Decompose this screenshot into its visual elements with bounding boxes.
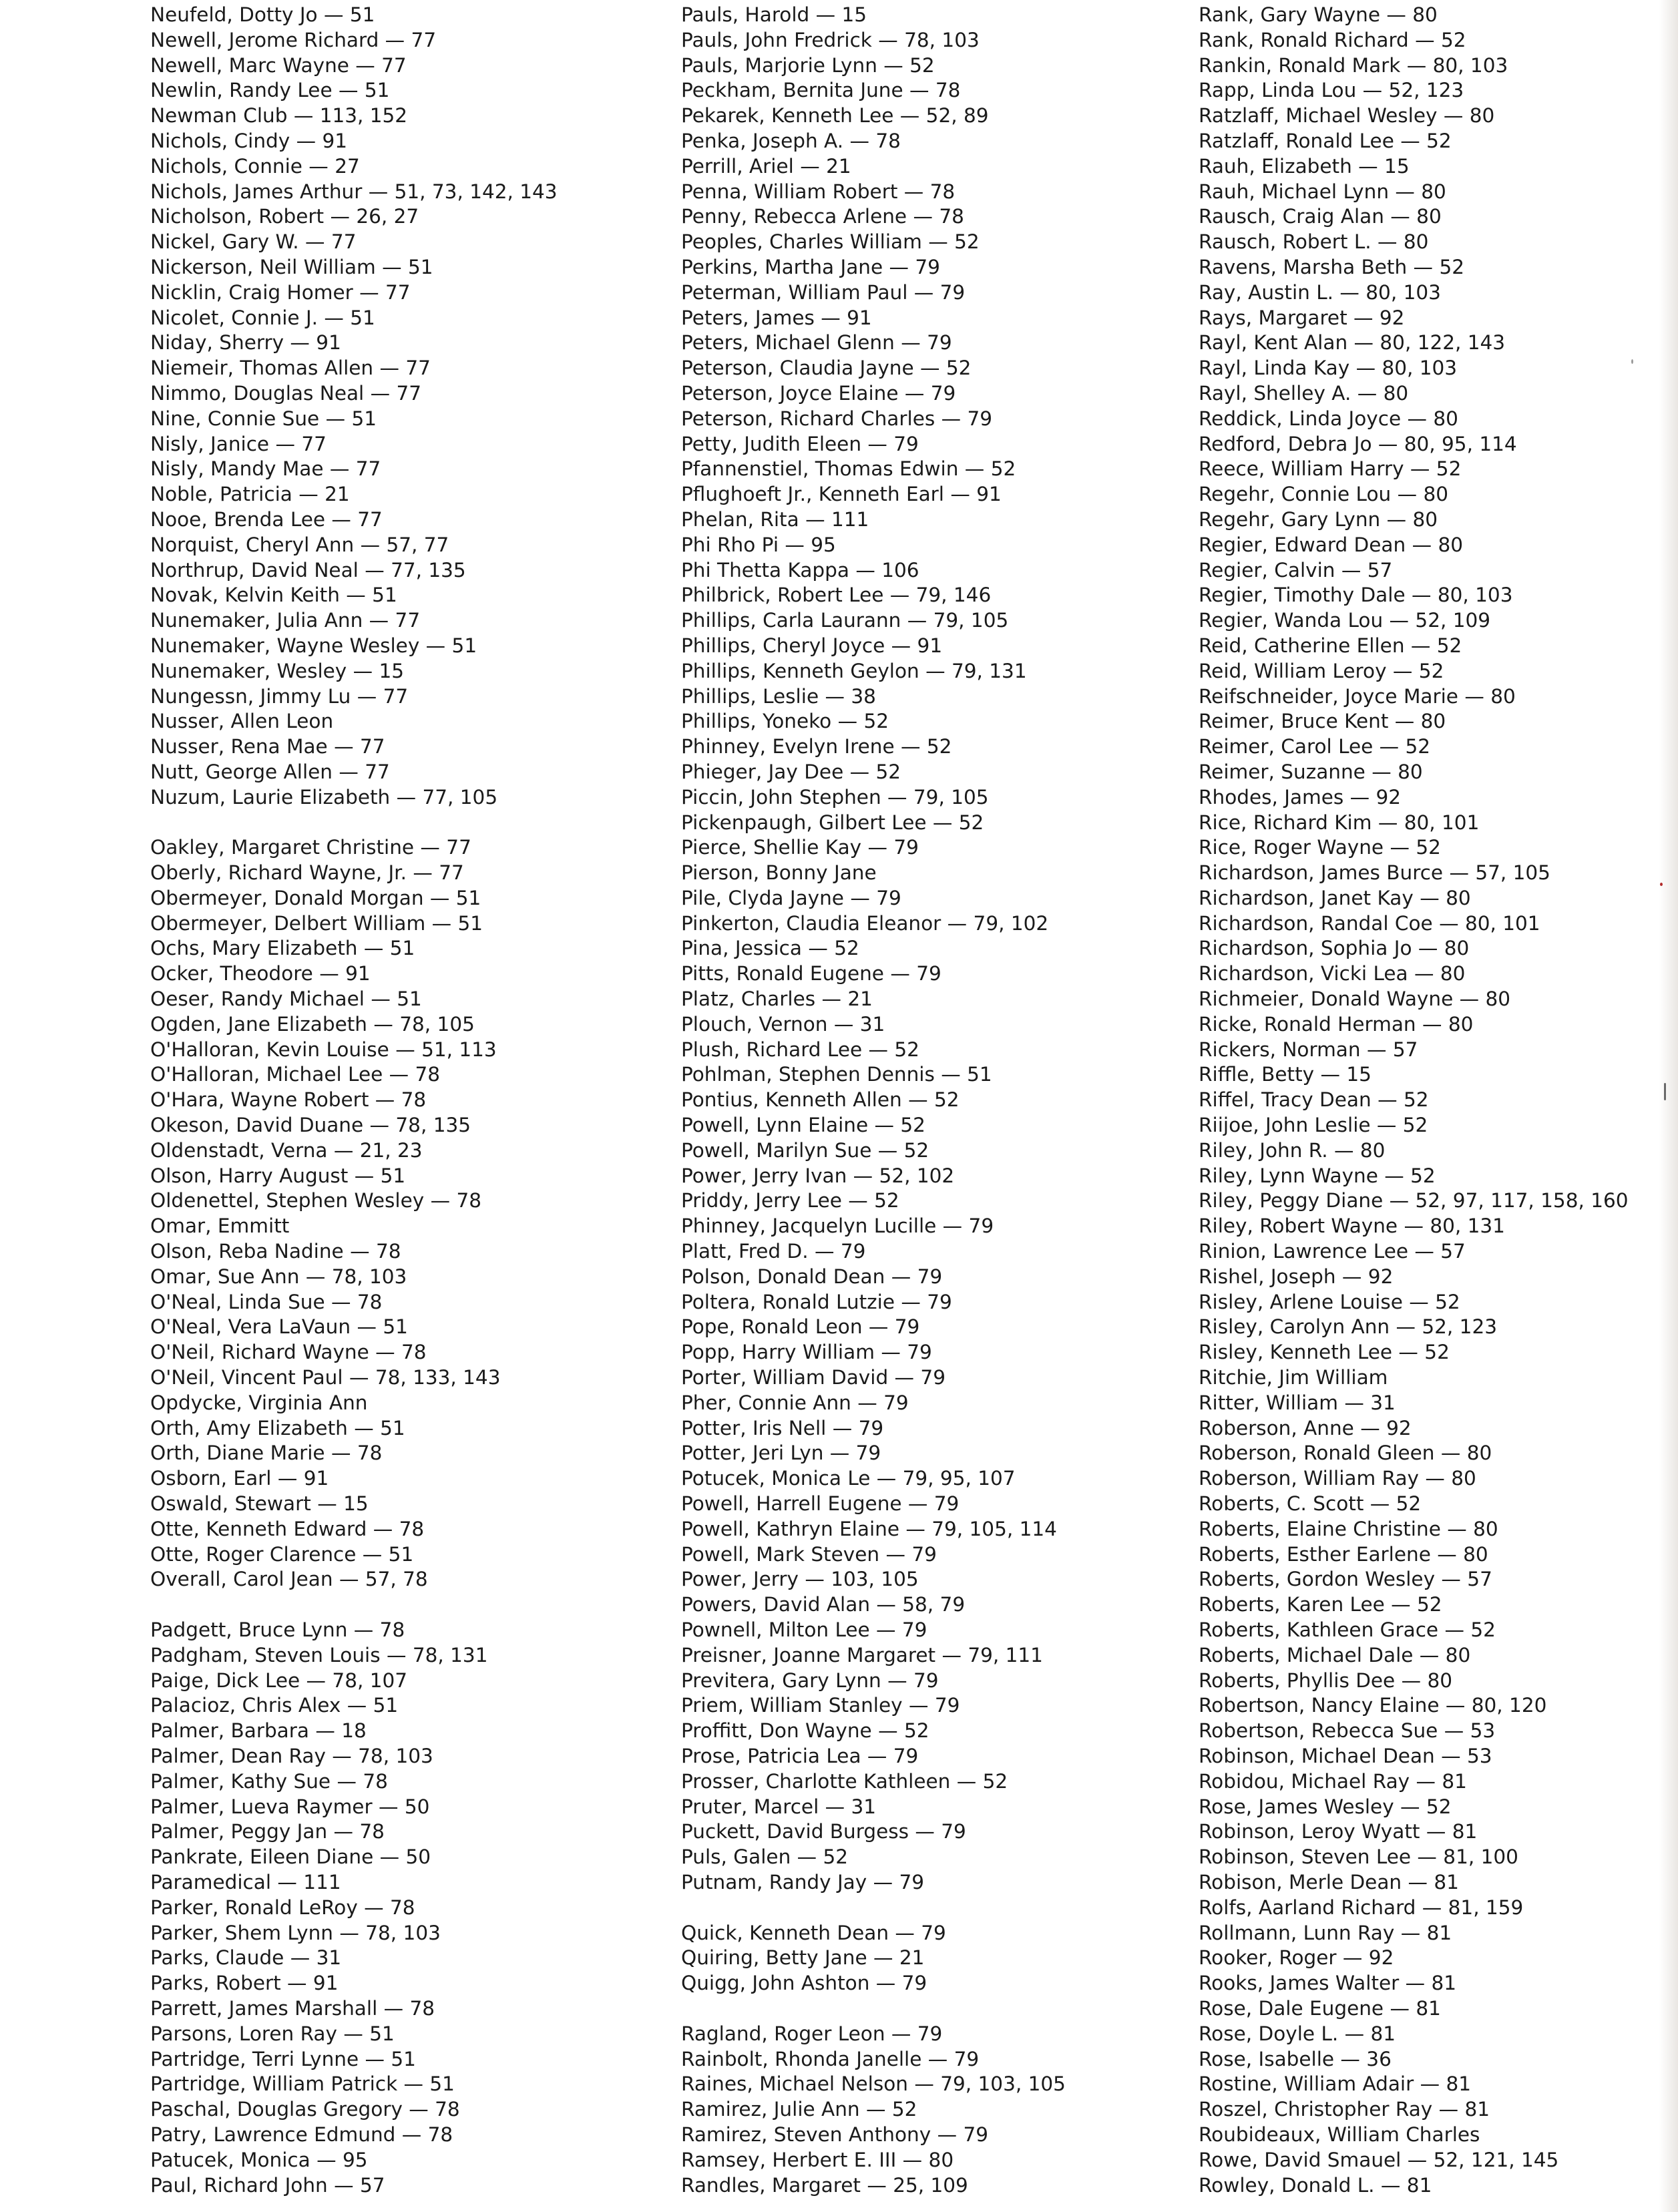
index-entry: Penny, Rebecca Arlene — 78 bbox=[681, 205, 964, 228]
index-entry: Ray, Austin L. — 80, 103 bbox=[1199, 280, 1441, 304]
index-entry: Regier, Calvin — 57 bbox=[1199, 558, 1393, 582]
index-entry: Reece, William Harry — 52 bbox=[1199, 457, 1462, 481]
index-entry: Quigg, John Ashton — 79 bbox=[681, 1972, 927, 1995]
index-entry: Richardson, Sophia Jo — 80 bbox=[1199, 937, 1470, 960]
index-entry: Penka, Joseph A. — 78 bbox=[681, 129, 901, 152]
index-entry: Plush, Richard Lee — 52 bbox=[681, 1038, 919, 1061]
index-entry: Potter, Iris Nell — 79 bbox=[681, 1416, 884, 1440]
index-entry: Palmer, Barbara — 18 bbox=[150, 1719, 367, 1743]
index-column-3 bbox=[1199, 3, 1659, 2198]
index-entry: Padgett, Bruce Lynn — 78 bbox=[150, 1618, 405, 1641]
index-entry: Reid, William Leroy — 52 bbox=[1199, 659, 1444, 682]
index-entry: Roberts, Gordon Wesley — 57 bbox=[1199, 1568, 1492, 1591]
index-entry: Newell, Marc Wayne — 77 bbox=[150, 53, 407, 77]
index-entry: Oeser, Randy Michael — 51 bbox=[150, 987, 422, 1011]
letter-group-gap bbox=[681, 1996, 1189, 2022]
index-entry: Pfannenstiel, Thomas Edwin — 52 bbox=[681, 457, 1016, 481]
index-entry: Robinson, Leroy Wyatt — 81 bbox=[1199, 1820, 1478, 1843]
index-entry: Pontius, Kenneth Allen — 52 bbox=[681, 1088, 960, 1112]
index-entry: Richmeier, Donald Wayne — 80 bbox=[1199, 987, 1511, 1011]
index-entry: Putnam, Randy Jay — 79 bbox=[681, 1870, 925, 1894]
index-entry: Raines, Michael Nelson — 79, 103, 105 bbox=[681, 2072, 1066, 2096]
index-entry: Nisly, Janice — 77 bbox=[150, 432, 327, 455]
index-entry: Roberts, C. Scott — 52 bbox=[1199, 1492, 1422, 1516]
index-entry: Potucek, Monica Le — 79, 95, 107 bbox=[681, 1467, 1016, 1490]
index-entry: Noble, Patricia — 21 bbox=[150, 483, 350, 506]
index-entry: Paschal, Douglas Gregory — 78 bbox=[150, 2098, 460, 2121]
index-entry: Nisly, Mandy Mae — 77 bbox=[150, 457, 381, 481]
index-entry: Pekarek, Kenneth Lee — 52, 89 bbox=[681, 104, 989, 128]
index-entry: Norquist, Cheryl Ann — 57, 77 bbox=[150, 533, 449, 556]
index-entry: Pohlman, Stephen Dennis — 51 bbox=[681, 1063, 992, 1086]
index-entry: Rooks, James Walter — 81 bbox=[1199, 1972, 1457, 1995]
index-entry: Roubideaux, William Charles bbox=[1199, 2123, 1480, 2146]
index-entry: Rank, Ronald Richard — 52 bbox=[1199, 28, 1466, 51]
index-entry: Newlin, Randy Lee — 51 bbox=[150, 79, 390, 102]
index-entry: Regehr, Connie Lou — 80 bbox=[1199, 483, 1448, 506]
index-entry: Parsons, Loren Ray — 51 bbox=[150, 2022, 395, 2045]
index-entry: Nichols, James Arthur — 51, 73, 142, 143 bbox=[150, 180, 558, 203]
index-entry: Olson, Reba Nadine — 78 bbox=[150, 1240, 401, 1263]
index-entry: Piccin, John Stephen — 79, 105 bbox=[681, 785, 989, 809]
index-entry: Rice, Roger Wayne — 52 bbox=[1199, 836, 1441, 859]
index-entry: Pina, Jessica — 52 bbox=[681, 937, 859, 960]
index-entry: Robidou, Michael Ray — 81 bbox=[1199, 1769, 1467, 1793]
index-entry: Roberts, Michael Dale — 80 bbox=[1199, 1643, 1471, 1667]
index-entry: Oswald, Stewart — 15 bbox=[150, 1492, 369, 1516]
index-entry: Ritter, William — 31 bbox=[1199, 1391, 1396, 1414]
index-entry: Power, Jerry — 103, 105 bbox=[681, 1568, 919, 1591]
index-entry: Rice, Richard Kim — 80, 101 bbox=[1199, 811, 1480, 834]
index-entry: Peters, James — 91 bbox=[681, 306, 872, 329]
index-entry: O'Neil, Vincent Paul — 78, 133, 143 bbox=[150, 1366, 501, 1389]
index-entry: Ramirez, Steven Anthony — 79 bbox=[681, 2123, 988, 2146]
index-entry: Omar, Emmitt bbox=[150, 1214, 290, 1238]
index-entry: Petty, Judith Eleen — 79 bbox=[681, 432, 919, 455]
index-entry: Nichols, Cindy — 91 bbox=[150, 129, 348, 152]
index-entry: Redford, Debra Jo — 80, 95, 114 bbox=[1199, 432, 1517, 455]
index-entry: Rickers, Norman — 57 bbox=[1199, 1038, 1418, 1061]
index-entry: Ramirez, Julie Ann — 52 bbox=[681, 2098, 917, 2121]
index-entry: Robinson, Steven Lee — 81, 100 bbox=[1199, 1845, 1518, 1869]
index-entry: Quick, Kenneth Dean — 79 bbox=[681, 1921, 946, 1944]
index-entry: Rollmann, Lunn Ray — 81 bbox=[1199, 1921, 1452, 1944]
index-entry: Quiring, Betty Jane — 21 bbox=[681, 1946, 925, 1970]
index-entry: Rishel, Joseph — 92 bbox=[1199, 1265, 1394, 1288]
index-entry: Phinney, Jacquelyn Lucille — 79 bbox=[681, 1214, 994, 1238]
index-entry: Rayl, Shelley A. — 80 bbox=[1199, 381, 1409, 405]
index-entry: Popp, Harry William — 79 bbox=[681, 1341, 932, 1364]
index-entry: Phi Thetta Kappa — 106 bbox=[681, 558, 919, 582]
index-entry: Ritchie, Jim William bbox=[1199, 1366, 1388, 1389]
index-entry: Power, Jerry Ivan — 52, 102 bbox=[681, 1164, 955, 1187]
index-entry: Oakley, Margaret Christine — 77 bbox=[150, 836, 471, 859]
index-entry: Risley, Arlene Louise — 52 bbox=[1199, 1290, 1460, 1313]
index-entry: Rainbolt, Rhonda Janelle — 79 bbox=[681, 2047, 980, 2070]
index-entry: Riley, Peggy Diane — 52, 97, 117, 158, 160 bbox=[1199, 1189, 1629, 1212]
index-entry: Oberly, Richard Wayne, Jr. — 77 bbox=[150, 861, 464, 885]
index-entry: Nuzum, Laurie Elizabeth — 77, 105 bbox=[150, 785, 498, 809]
index-entry: Rayl, Linda Kay — 80, 103 bbox=[1199, 357, 1458, 380]
index-entry: Newell, Jerome Richard — 77 bbox=[150, 28, 437, 51]
index-entry: Nicolet, Connie J. — 51 bbox=[150, 306, 375, 329]
index-entry: O'Halloran, Michael Lee — 78 bbox=[150, 1063, 441, 1086]
index-entry: O'Hara, Wayne Robert — 78 bbox=[150, 1088, 427, 1112]
index-entry: Ratzlaff, Ronald Lee — 52 bbox=[1199, 129, 1452, 152]
index-entry: Paramedical — 111 bbox=[150, 1870, 341, 1894]
index-entry: Padgham, Steven Louis — 78, 131 bbox=[150, 1643, 488, 1667]
index-entry: Richardson, James Burce — 57, 105 bbox=[1199, 861, 1550, 885]
index-entry: Pflughoeft Jr., Kenneth Earl — 91 bbox=[681, 483, 1002, 506]
index-entry: Poltera, Ronald Lutzie — 79 bbox=[681, 1290, 952, 1313]
index-entry: Ochs, Mary Elizabeth — 51 bbox=[150, 937, 415, 960]
index-entry: Pierson, Bonny Jane bbox=[681, 861, 877, 885]
index-entry: O'Halloran, Kevin Louise — 51, 113 bbox=[150, 1038, 497, 1061]
index-entry: Reimer, Carol Lee — 52 bbox=[1199, 735, 1431, 758]
index-entry: Rostine, William Adair — 81 bbox=[1199, 2072, 1472, 2096]
red-ink-mark bbox=[1660, 883, 1663, 886]
index-entry: Patry, Lawrence Edmund — 78 bbox=[150, 2123, 453, 2146]
index-entry: Paul, Richard John — 57 bbox=[150, 2173, 385, 2197]
index-entry: Riffel, Tracy Dean — 52 bbox=[1199, 1088, 1429, 1112]
index-entry: Roberts, Elaine Christine — 80 bbox=[1199, 1517, 1498, 1540]
index-entry: Platz, Charles — 21 bbox=[681, 987, 873, 1011]
index-entry: Robison, Merle Dean — 81 bbox=[1199, 1870, 1459, 1894]
index-entry: Porter, William David — 79 bbox=[681, 1366, 946, 1389]
index-entry: Phillips, Carla Laurann — 79, 105 bbox=[681, 609, 1009, 632]
index-entry: Rauh, Michael Lynn — 80 bbox=[1199, 180, 1446, 203]
index-entry: Phi Rho Pi — 95 bbox=[681, 533, 836, 556]
index-entry: Orth, Amy Elizabeth — 51 bbox=[150, 1416, 405, 1440]
index-entry: Partridge, William Patrick — 51 bbox=[150, 2072, 455, 2096]
index-entry: Niday, Sherry — 91 bbox=[150, 331, 341, 355]
index-entry: Ragland, Roger Leon — 79 bbox=[681, 2022, 943, 2045]
index-entry: Nichols, Connie — 27 bbox=[150, 154, 360, 178]
index-entry: Pankrate, Eileen Diane — 50 bbox=[150, 1845, 431, 1869]
index-entry: Parker, Ronald LeRoy — 78 bbox=[150, 1896, 415, 1919]
index-entry: Robinson, Michael Dean — 53 bbox=[1199, 1744, 1492, 1767]
index-entry: Regier, Edward Dean — 80 bbox=[1199, 533, 1463, 556]
index-entry: Peoples, Charles William — 52 bbox=[681, 230, 980, 254]
index-entry: Riijoe, John Leslie — 52 bbox=[1199, 1114, 1428, 1137]
index-entry: Reifschneider, Joyce Marie — 80 bbox=[1199, 684, 1516, 708]
index-entry: Obermeyer, Delbert William — 51 bbox=[150, 911, 483, 935]
index-entry: Peterson, Claudia Jayne — 52 bbox=[681, 357, 972, 380]
index-entry: Potter, Jeri Lyn — 79 bbox=[681, 1442, 881, 1465]
index-entry: Pile, Clyda Jayne — 79 bbox=[681, 886, 901, 909]
index-entry: Powell, Harrell Eugene — 79 bbox=[681, 1492, 960, 1516]
index-entry: Prose, Patricia Lea — 79 bbox=[681, 1744, 919, 1767]
index-entry: Riley, John R. — 80 bbox=[1199, 1138, 1386, 1162]
index-entry: Rausch, Craig Alan — 80 bbox=[1199, 205, 1442, 228]
index-entry: Peterson, Richard Charles — 79 bbox=[681, 407, 993, 430]
index-entry: Olson, Harry August — 51 bbox=[150, 1164, 406, 1187]
index-entry: Riley, Lynn Wayne — 52 bbox=[1199, 1164, 1436, 1187]
index-entry: Powell, Kathryn Elaine — 79, 105, 114 bbox=[681, 1517, 1057, 1540]
index-entry: Roberts, Esther Earlene — 80 bbox=[1199, 1542, 1488, 1566]
index-entry: Phillips, Kenneth Geylon — 79, 131 bbox=[681, 659, 1027, 682]
index-entry: Obermeyer, Donald Morgan — 51 bbox=[150, 886, 481, 909]
letter-group-gap bbox=[150, 1592, 671, 1618]
index-entry: Puls, Galen — 52 bbox=[681, 1845, 849, 1869]
index-entry: Nickel, Gary W. — 77 bbox=[150, 230, 357, 254]
index-entry: Phinney, Evelyn Irene — 52 bbox=[681, 735, 952, 758]
index-entry: Ratzlaff, Michael Wesley — 80 bbox=[1199, 104, 1495, 128]
index-entry: Regehr, Gary Lynn — 80 bbox=[1199, 507, 1438, 531]
index-entry: Powell, Mark Steven — 79 bbox=[681, 1542, 937, 1566]
index-entry: Paige, Dick Lee — 78, 107 bbox=[150, 1669, 408, 1692]
index-entry: Nicklin, Craig Homer — 77 bbox=[150, 280, 411, 304]
index-entry: Nunemaker, Wesley — 15 bbox=[150, 659, 405, 682]
index-entry: Palmer, Dean Ray — 78, 103 bbox=[150, 1744, 433, 1767]
index-entry: Phieger, Jay Dee — 52 bbox=[681, 760, 901, 783]
index-entry: Prosser, Charlotte Kathleen — 52 bbox=[681, 1769, 1008, 1793]
index-entry: O'Neal, Linda Sue — 78 bbox=[150, 1290, 383, 1313]
index-entry: O'Neal, Vera LaVaun — 51 bbox=[150, 1315, 408, 1339]
index-entry: Peckham, Bernita June — 78 bbox=[681, 79, 961, 102]
index-entry: Patucek, Monica — 95 bbox=[150, 2148, 368, 2171]
index-entry: Reddick, Linda Joyce — 80 bbox=[1199, 407, 1458, 430]
index-entry: Pauls, John Fredrick — 78, 103 bbox=[681, 28, 980, 51]
index-entry: Nickerson, Neil William — 51 bbox=[150, 255, 433, 278]
index-entry: Phillips, Yoneko — 52 bbox=[681, 710, 889, 733]
index-entry: Neufeld, Dotty Jo — 51 bbox=[150, 3, 375, 26]
index-entry: Rinion, Lawrence Lee — 57 bbox=[1199, 1240, 1466, 1263]
index-entry: Philbrick, Robert Lee — 79, 146 bbox=[681, 584, 992, 607]
index-entry: Nusser, Rena Mae — 77 bbox=[150, 735, 385, 758]
index-entry: Palmer, Peggy Jan — 78 bbox=[150, 1820, 385, 1843]
index-entry: Powell, Marilyn Sue — 52 bbox=[681, 1138, 929, 1162]
index-entry: Phelan, Rita — 111 bbox=[681, 507, 869, 531]
index-entry: Priem, William Stanley — 79 bbox=[681, 1694, 960, 1717]
index-entry: Risley, Kenneth Lee — 52 bbox=[1199, 1341, 1450, 1364]
index-entry: Reid, Catherine Ellen — 52 bbox=[1199, 634, 1462, 657]
index-entry: Pitts, Ronald Eugene — 79 bbox=[681, 962, 941, 985]
index-entry: Oldenettel, Stephen Wesley — 78 bbox=[150, 1189, 482, 1212]
index-entry: Rose, Doyle L. — 81 bbox=[1199, 2022, 1396, 2045]
index-entry: Orth, Diane Marie — 78 bbox=[150, 1442, 383, 1465]
index-entry: Rolfs, Aarland Richard — 81, 159 bbox=[1199, 1896, 1524, 1919]
index-entry: Roberson, Anne — 92 bbox=[1199, 1416, 1412, 1440]
index-entry: Polson, Donald Dean — 79 bbox=[681, 1265, 943, 1288]
index-entry: Osborn, Earl — 91 bbox=[150, 1467, 329, 1490]
index-entry: Nicholson, Robert — 26, 27 bbox=[150, 205, 419, 228]
letter-group-gap bbox=[681, 1896, 1189, 1921]
index-entry: Preisner, Joanne Margaret — 79, 111 bbox=[681, 1643, 1043, 1667]
index-entry: Peterman, William Paul — 79 bbox=[681, 280, 966, 304]
index-entry: Platt, Fred D. — 79 bbox=[681, 1240, 866, 1263]
index-entry: Parrett, James Marshall — 78 bbox=[150, 1996, 435, 2020]
index-entry: Robertson, Rebecca Sue — 53 bbox=[1199, 1719, 1496, 1743]
index-entry: O'Neil, Richard Wayne — 78 bbox=[150, 1341, 427, 1364]
index-entry: Proffitt, Don Wayne — 52 bbox=[681, 1719, 929, 1743]
index-entry: Pauls, Harold — 15 bbox=[681, 3, 867, 26]
index-entry: Pher, Connie Ann — 79 bbox=[681, 1391, 909, 1414]
index-entry: Opdycke, Virginia Ann bbox=[150, 1391, 368, 1414]
index-entry: Newman Club — 113, 152 bbox=[150, 104, 408, 128]
index-entry: Pickenpaugh, Gilbert Lee — 52 bbox=[681, 811, 984, 834]
index-entry: Parks, Robert — 91 bbox=[150, 1972, 339, 1995]
index-entry: Roberts, Karen Lee — 52 bbox=[1199, 1593, 1442, 1616]
index-entry: Ocker, Theodore — 91 bbox=[150, 962, 371, 985]
index-entry: Randles, Margaret — 25, 109 bbox=[681, 2173, 968, 2197]
page-edge-shadow bbox=[1659, 0, 1678, 2212]
index-entry: Pope, Ronald Leon — 79 bbox=[681, 1315, 920, 1339]
index-entry: Nine, Connie Sue — 51 bbox=[150, 407, 377, 430]
index-entry: Omar, Sue Ann — 78, 103 bbox=[150, 1265, 407, 1288]
index-entry: Rose, Isabelle — 36 bbox=[1199, 2047, 1392, 2070]
index-entry: Reimer, Suzanne — 80 bbox=[1199, 760, 1423, 783]
index-entry: Rose, James Wesley — 52 bbox=[1199, 1795, 1452, 1818]
index-entry: Phillips, Cheryl Joyce — 91 bbox=[681, 634, 943, 657]
index-entry: Palacioz, Chris Alex — 51 bbox=[150, 1694, 399, 1717]
index-entry: Overall, Carol Jean — 57, 78 bbox=[150, 1568, 428, 1591]
index-entry: Priddy, Jerry Lee — 52 bbox=[681, 1189, 899, 1212]
index-entry: Otte, Roger Clarence — 51 bbox=[150, 1542, 414, 1566]
index-entry: Rowley, Donald L. — 81 bbox=[1199, 2173, 1432, 2197]
index-entry: Nunemaker, Wayne Wesley — 51 bbox=[150, 634, 477, 657]
letter-group-gap bbox=[150, 811, 671, 836]
index-entry: Roberts, Phyllis Dee — 80 bbox=[1199, 1669, 1452, 1692]
index-entry: Reimer, Bruce Kent — 80 bbox=[1199, 710, 1446, 733]
index-entry: Pierce, Shellie Kay — 79 bbox=[681, 836, 919, 859]
index-entry: Roberson, William Ray — 80 bbox=[1199, 1467, 1476, 1490]
index-entry: Rowe, David Smauel — 52, 121, 145 bbox=[1199, 2148, 1559, 2171]
index-entry: Peterson, Joyce Elaine — 79 bbox=[681, 381, 956, 405]
index-entry: Pownell, Milton Lee — 79 bbox=[681, 1618, 927, 1641]
index-column-1 bbox=[150, 3, 671, 2198]
index-entry: Northrup, David Neal — 77, 135 bbox=[150, 558, 466, 582]
index-entry: Richardson, Vicki Lea — 80 bbox=[1199, 962, 1466, 985]
index-entry: Pinkerton, Claudia Eleanor — 79, 102 bbox=[681, 911, 1049, 935]
index-entry: Nusser, Allen Leon bbox=[150, 710, 334, 733]
pencil-mark bbox=[1664, 1083, 1666, 1100]
index-entry: Risley, Carolyn Ann — 52, 123 bbox=[1199, 1315, 1497, 1339]
index-entry: Plouch, Vernon — 31 bbox=[681, 1012, 885, 1036]
index-entry: Rank, Gary Wayne — 80 bbox=[1199, 3, 1438, 26]
index-entry: Phillips, Leslie — 38 bbox=[681, 684, 876, 708]
index-entry: Rausch, Robert L. — 80 bbox=[1199, 230, 1429, 254]
index-entry: Palmer, Lueva Raymer — 50 bbox=[150, 1795, 430, 1818]
index-entry: Ogden, Jane Elizabeth — 78, 105 bbox=[150, 1012, 475, 1036]
index-entry: Robertson, Nancy Elaine — 80, 120 bbox=[1199, 1694, 1547, 1717]
index-entry: Richardson, Randal Coe — 80, 101 bbox=[1199, 911, 1540, 935]
index-entry: Perkins, Martha Jane — 79 bbox=[681, 255, 940, 278]
index-entry: Penna, William Robert — 78 bbox=[681, 180, 956, 203]
ink-speck bbox=[1631, 359, 1633, 364]
index-entry: Oldenstadt, Verna — 21, 23 bbox=[150, 1138, 423, 1162]
index-entry: Regier, Timothy Dale — 80, 103 bbox=[1199, 584, 1513, 607]
index-entry: Pruter, Marcel — 31 bbox=[681, 1795, 877, 1818]
index-entry: Regier, Wanda Lou — 52, 109 bbox=[1199, 609, 1491, 632]
index-entry: Puckett, David Burgess — 79 bbox=[681, 1820, 966, 1843]
index-entry: Powers, David Alan — 58, 79 bbox=[681, 1593, 966, 1616]
index-entry: Parker, Shem Lynn — 78, 103 bbox=[150, 1921, 441, 1944]
index-entry: Nunemaker, Julia Ann — 77 bbox=[150, 609, 421, 632]
index-entry: Otte, Kenneth Edward — 78 bbox=[150, 1517, 425, 1540]
index-entry: Roberts, Kathleen Grace — 52 bbox=[1199, 1618, 1496, 1641]
index-entry: Novak, Kelvin Keith — 51 bbox=[150, 584, 397, 607]
index-entry: Nungessn, Jimmy Lu — 77 bbox=[150, 684, 409, 708]
index-entry: Rays, Margaret — 92 bbox=[1199, 306, 1405, 329]
index-entry: Previtera, Gary Lynn — 79 bbox=[681, 1669, 939, 1692]
index-entry: Perrill, Ariel — 21 bbox=[681, 154, 851, 178]
index-entry: Nooe, Brenda Lee — 77 bbox=[150, 507, 383, 531]
index-entry: Rapp, Linda Lou — 52, 123 bbox=[1199, 79, 1464, 102]
index-entry: Partridge, Terri Lynne — 51 bbox=[150, 2047, 416, 2070]
index-entry: Rooker, Roger — 92 bbox=[1199, 1946, 1394, 1970]
index-entry: Niemeir, Thomas Allen — 77 bbox=[150, 357, 431, 380]
index-entry: Ravens, Marsha Beth — 52 bbox=[1199, 255, 1464, 278]
index-entry: Rayl, Kent Alan — 80, 122, 143 bbox=[1199, 331, 1506, 355]
index-entry: Peters, Michael Glenn — 79 bbox=[681, 331, 952, 355]
index-entry: Ramsey, Herbert E. III — 80 bbox=[681, 2148, 954, 2171]
index-entry: Rhodes, James — 92 bbox=[1199, 785, 1402, 809]
index-entry: Powell, Lynn Elaine — 52 bbox=[681, 1114, 925, 1137]
index-entry: Okeson, David Duane — 78, 135 bbox=[150, 1114, 471, 1137]
index-entry: Ricke, Ronald Herman — 80 bbox=[1199, 1012, 1474, 1036]
index-entry: Rose, Dale Eugene — 81 bbox=[1199, 1996, 1441, 2020]
index-entry: Rauh, Elizabeth — 15 bbox=[1199, 154, 1410, 178]
index-entry: Palmer, Kathy Sue — 78 bbox=[150, 1769, 388, 1793]
index-entry: Riffle, Betty — 15 bbox=[1199, 1063, 1372, 1086]
index-entry: Roberson, Ronald Gleen — 80 bbox=[1199, 1442, 1492, 1465]
index-entry: Parks, Claude — 31 bbox=[150, 1946, 342, 1970]
index-column-2 bbox=[681, 3, 1189, 2198]
index-entry: Richardson, Janet Kay — 80 bbox=[1199, 886, 1471, 909]
index-entry: Nutt, George Allen — 77 bbox=[150, 760, 390, 783]
index-entry: Nimmo, Douglas Neal — 77 bbox=[150, 381, 422, 405]
index-entry: Rankin, Ronald Mark — 80, 103 bbox=[1199, 53, 1508, 77]
index-entry: Riley, Robert Wayne — 80, 131 bbox=[1199, 1214, 1505, 1238]
index-entry: Roszel, Christopher Ray — 81 bbox=[1199, 2098, 1490, 2121]
index-entry: Pauls, Marjorie Lynn — 52 bbox=[681, 53, 935, 77]
